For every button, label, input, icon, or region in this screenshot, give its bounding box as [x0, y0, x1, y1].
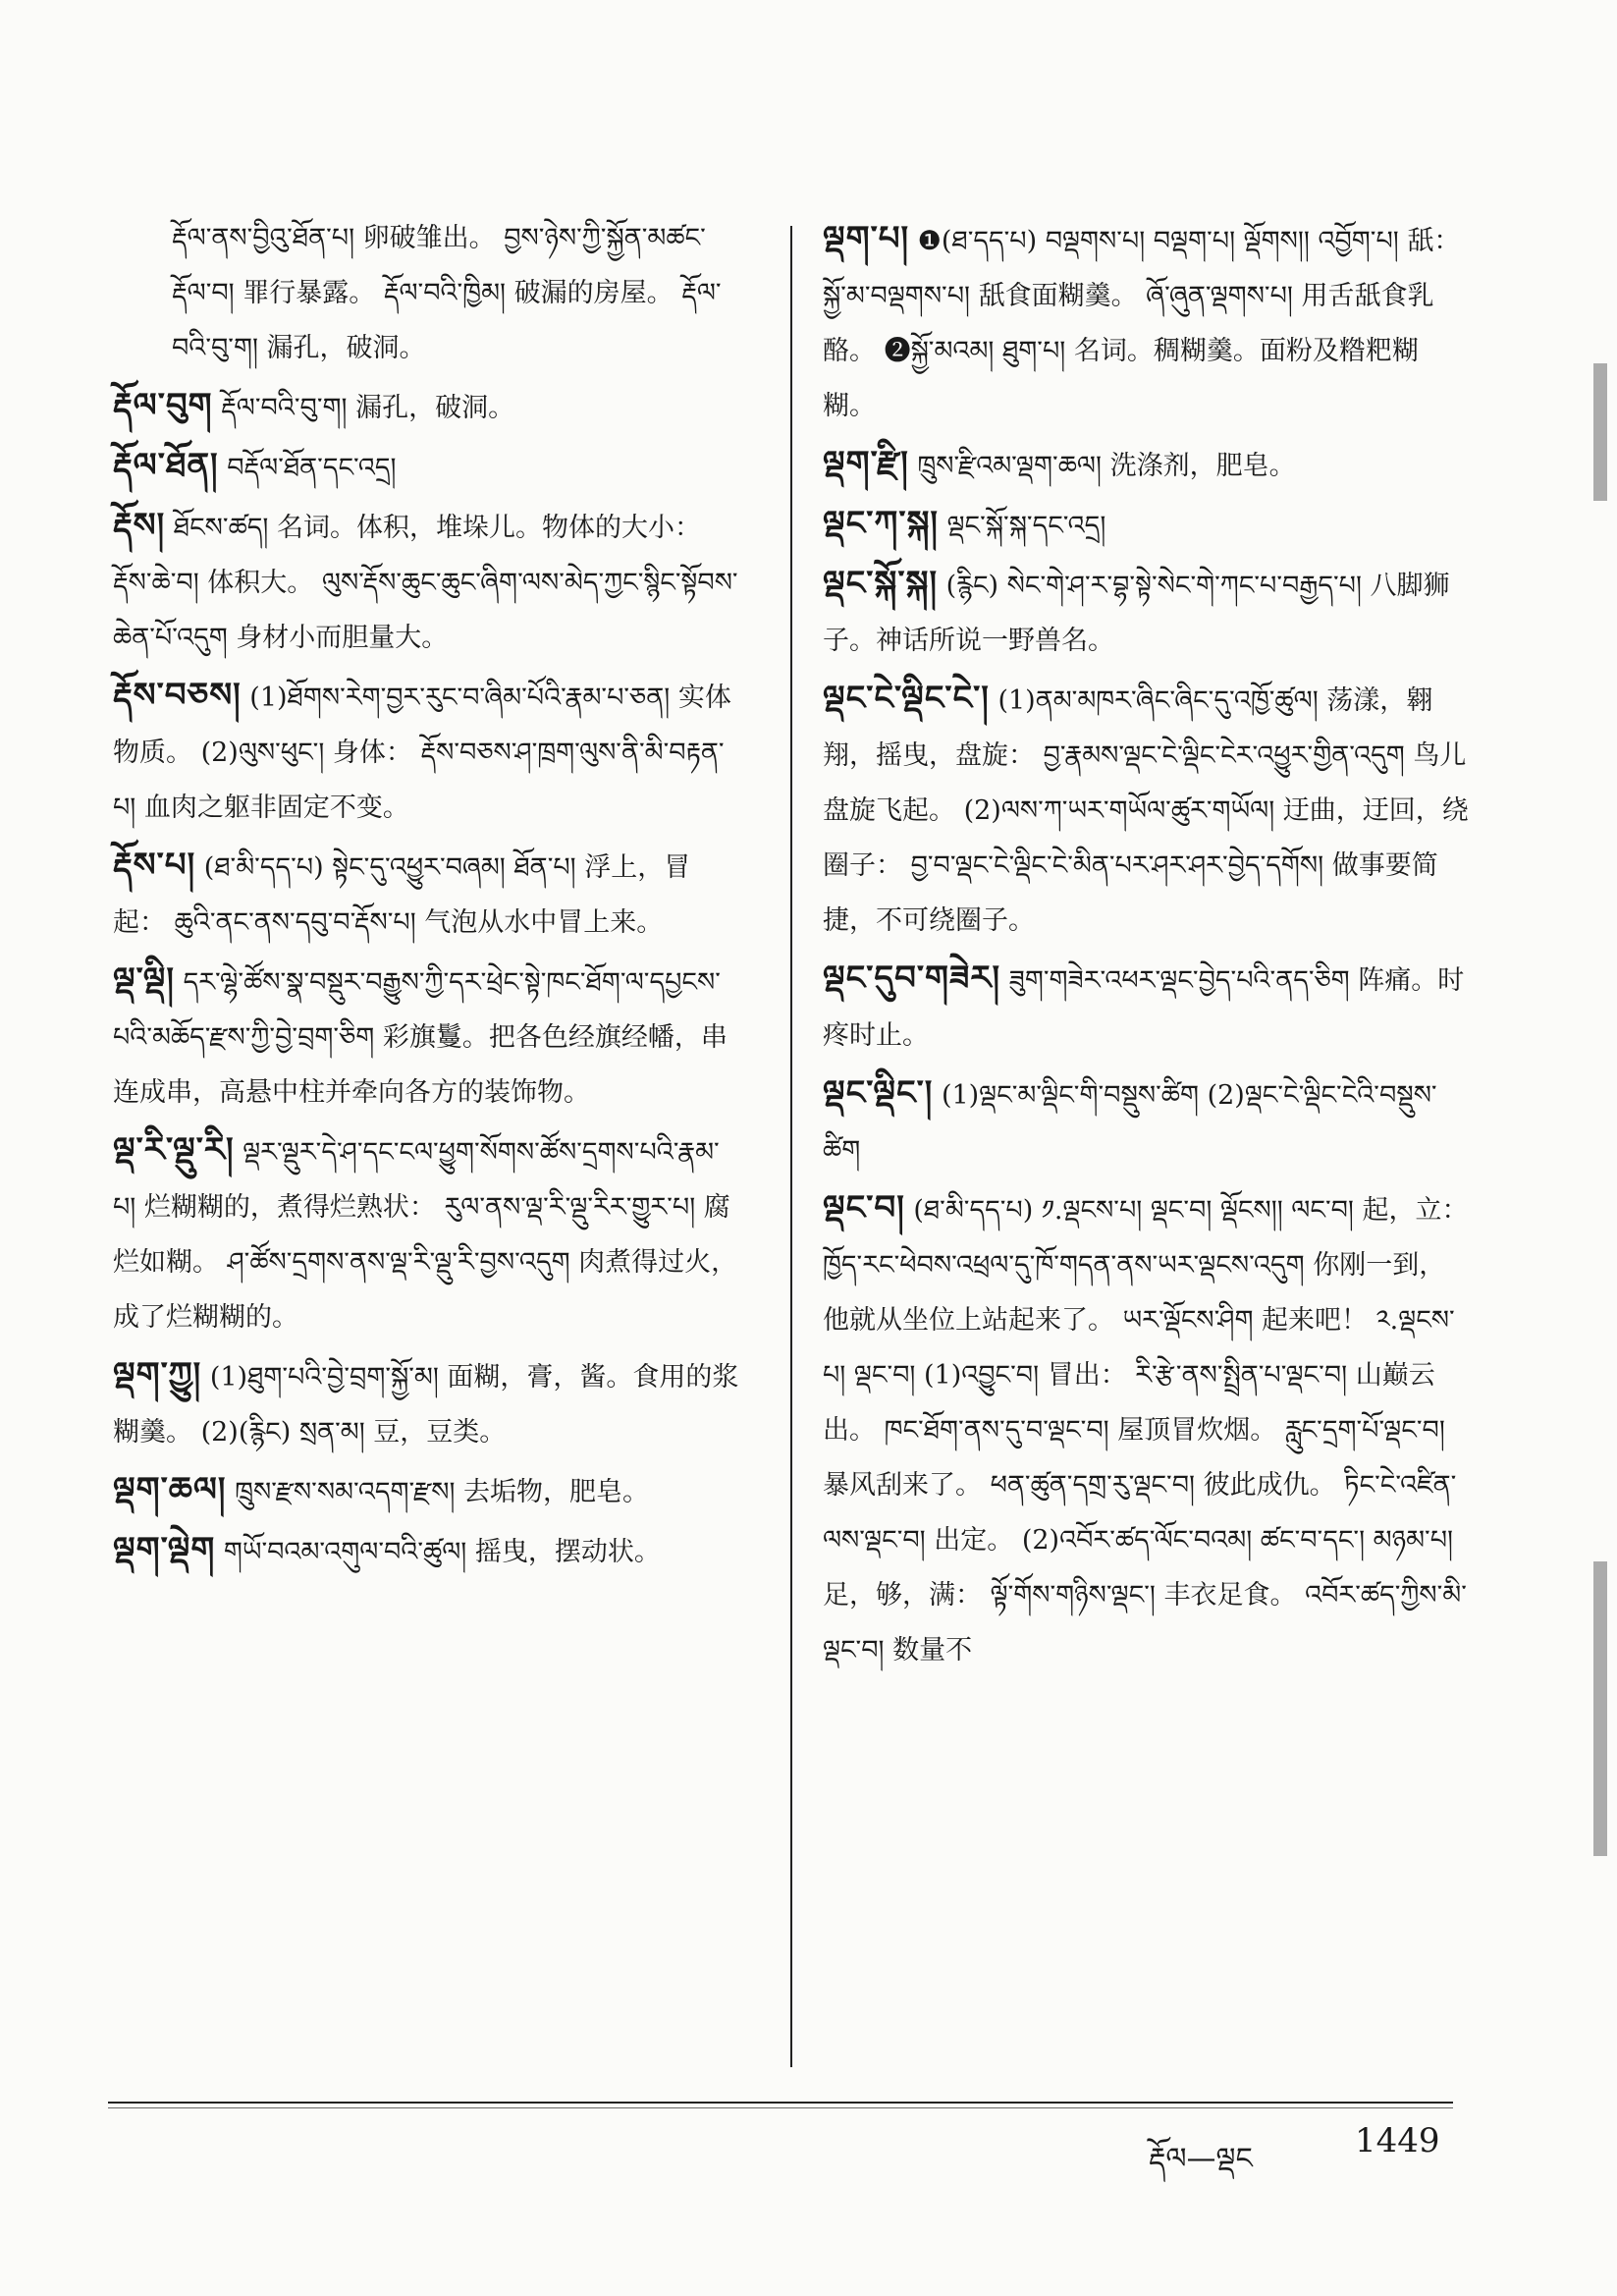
left-column	[113, 211, 741, 1582]
entry-headword: ལྡང་སྐོ་སྐ།	[823, 564, 938, 603]
footer-rule-thin	[108, 2107, 1453, 2108]
dictionary-entry	[113, 668, 741, 836]
entry-headword: ལྡག་ཆལ།	[113, 1470, 227, 1509]
entry-text: (ཐ་མི་དད་པ) སྟེང་དུ་འཕྱུར་བཞམ། ཐོན་པ། 浮上，冒起： ཆུའི་ནང་ནས་དབུ་བ་རྡོས་པ། 气泡从水中冒上来。	[113, 852, 691, 938]
footer-rule	[108, 2102, 1453, 2104]
entry-headword: ལྡག་ལྡེག	[113, 1530, 216, 1569]
entry-headword: རྡོས།	[113, 506, 166, 545]
entry-headword: ལྡག་པ།	[823, 219, 910, 258]
dictionary-entry	[823, 436, 1471, 494]
dictionary-entry	[823, 1066, 1471, 1178]
entry-text: (1)ནམ་མཁར་ཞིང་ཞིང་དུ་འཁྱོ་ཚུལ། 荡漾，翱翔，摇曳，盘旋： བྱ་རྣམས་ལྡང་ངེ་ལྡིང་ངེར་འཕྱུར་གྱིན་འདུག 鸟儿盘旋飞起。 (2)ལས་ཀ་ཡར་གཡོལ་ཚུར་གཡོལ། 迂曲，迂回，绕圈子： བྱ་བ་ལྡང་ངེ་ལྡིང་ངེ་མིན་པར་ཤར་ཤར་བྱེད་དགོས། 做事要简捷，不可绕圈子。	[823, 685, 1469, 936]
dictionary-entry	[113, 498, 741, 666]
dictionary-entry	[113, 1347, 741, 1460]
scan-edge-mark	[1593, 363, 1607, 501]
entry-headword: རྡོལ་བུག	[113, 386, 213, 425]
entry-text: ཁྲུས་རྫས་སམ་འདག་རྫས། 去垢物，肥皂。	[235, 1477, 650, 1507]
entry-text: བརྡོལ་ཐོན་དང་འདྲ།	[227, 453, 397, 483]
dictionary-entry	[113, 953, 741, 1121]
entry-headword: ལྡ་རི་ལྡུ་རི།	[113, 1130, 235, 1170]
entry-text: (1)ཐོགས་རེག་བྱར་རུང་བ་ཞིམ་པོའི་རྣམ་པ་ཅན། 实体物质。 (2)ལུས་ཕུང་། 身体： རྡོས་བཅས་ཤ་ཁྲག་ལུས་ནི་མི་བརྟན་པ། 血肉之躯非固定不变。	[113, 683, 731, 823]
entry-text: རྡོལ་ནས་བྱིའུ་ཐོན་པ། 卵破雏出。 བྱས་ཉེས་ཀྱི་སྐྱོན་མཚང་རྡོལ་བ། 罪行暴露。 རྡོལ་བའི་ཁྱིམ། 破漏的房屋。 རྡོལ་བའི་བུ་ག། 漏孔，破洞。	[172, 223, 722, 363]
entry-text: ཁྲུས་རྫིའམ་ལྡག་ཆལ། 洗涤剂，肥皂。	[917, 451, 1296, 481]
entry-headword: ལྡ་ལྡི།	[113, 960, 175, 1000]
entry-headword: ལྡང་ངེ་ལྡིང་ངེ་།	[823, 679, 990, 718]
dictionary-entry	[823, 556, 1471, 669]
entry-range: རྡོལ—ལྡང	[1149, 2142, 1253, 2176]
entry-headword: རྡོལ་ཐོན།	[113, 446, 219, 485]
dictionary-entry	[113, 211, 741, 376]
dictionary-entry	[113, 838, 741, 951]
entry-headword: ལྡང་དུབ་གཟེར།	[823, 958, 1001, 998]
entry-text: (རྙིང) སེང་གེ་ཤ་ར་བྷ་སྟེ་སེང་གེ་ཀང་པ་བརྒྱད་པ། 八脚狮子。神话所说一野兽名。	[823, 571, 1450, 656]
dictionary-entry	[823, 496, 1471, 554]
entry-headword: ལྡང་བ།	[823, 1188, 905, 1228]
dictionary-entry	[823, 1180, 1471, 1678]
dictionary-entry	[113, 1522, 741, 1580]
dictionary-entry	[823, 211, 1471, 434]
entry-text: རྡོལ་བའི་བུ་ག། 漏孔，破洞。	[221, 393, 515, 423]
right-column	[823, 211, 1471, 1680]
entry-text: ཐོངས་ཚད། 名词。体积，堆垛儿。物体的大小： རྡོས་ཆེ་བ། 体积大。 ལུས་རྡོས་ཆུང་ཆུང་ཞིག་ལས་མེད་ཀྱང་སྙིང་སྟོབས་ཆེན་པོ་འདུག 身材小而胆量大。	[113, 513, 738, 653]
entry-headword: རྡོས་བཅས།	[113, 676, 242, 715]
dictionary-entry	[113, 1122, 741, 1345]
entry-text: ལྡར་ལྡུར་དེ་ཤ་དང་ངལ་ཕྱུག་སོགས་ཚོས་དྲགས་པའི་རྣམ་པ། 烂糊糊的，煮得烂熟状： རུལ་ནས་ལྡ་རི་ལྡུ་རིར་གྱུར་པ། 腐烂如糊。 ཤ་ཚོས་དྲགས་ནས་ལྡ་རི་ལྡུ་རི་བྱས་འདུག 肉煮得过火，成了烂糊糊的。	[113, 1137, 738, 1333]
dictionary-entry	[113, 438, 741, 496]
scan-edge-mark	[1593, 1561, 1607, 1856]
dictionary-entry	[823, 671, 1471, 949]
entry-text: (ཐ་མི་དད་པ) ༡.ལྡངས་པ། ལྡང་བ། ལྡོངས།། ལང་བ། 起，立： ཁྱོད་རང་ཕེབས་འཕྲལ་དུ་ཁོ་གདན་ནས་ཡར་ལྡངས་འདུག 你刚一到，他就从坐位上站起来了。 ཡར་ལྡོངས་ཤིག 起来吧！ ༢.ལྡངས་པ། ལྡང་བ། (1)འབྱུང་བ། 冒出： རི་རྩེ་ནས་སྤྲིན་པ་ལྡང་བ། 山巅云出。 ཁང་ཐོག་ནས་དུ་བ་ལྡང་བ། 屋顶冒炊烟。 རླུང་དྲག་པོ་ལྡང་བ། 暴风刮来了。 ཕན་ཚུན་དགྲ་རུ་ལྡང་བ། 彼此成仇。 ཏིང་ངེ་འཛིན་ལས་ལྡང་བ། 出定。 (2)འབོར་ཚད་ལོང་བའམ། ཚང་བ་དང་། མཉམ་པ། 足，够，满： ལྟོ་གོས་གཉིས་ལྡང་། 丰衣足食。 འབོར་ཚད་ཀྱིས་མི་ལྡང་བ། 数量不	[823, 1195, 1469, 1666]
entry-text: གཡོ་བའམ་འགུལ་བའི་ཚུལ། 摇曳，摆动状。	[223, 1537, 661, 1567]
entry-headword: རྡོས་པ།	[113, 846, 196, 885]
entry-text: (1)ཐུག་པའི་བྱེ་བྲག་སྐྱོ་མ། 面糊，膏，酱。食用的浆糊羹。 (2)(རྙིང) སྲན་མ། 豆，豆类。	[113, 1362, 739, 1448]
dictionary-entry	[113, 378, 741, 436]
column-divider	[790, 226, 792, 2067]
page-number: 1449	[1355, 2121, 1440, 2160]
entry-text: ཟུག་གཟེར་འཕར་ལྡང་བྱེད་པའི་ནད་ཅིག 阵痛。时疼时止。	[823, 965, 1465, 1051]
entry-text: (1)ལྡང་མ་ལྡིང་གི་བསྡུས་ཚིག (2)ལྡང་ངེ་ལྡིང་ངེའི་བསྡུས་ཚིག	[823, 1080, 1437, 1166]
entry-headword: ལྡག་རྫི།	[823, 444, 909, 483]
entry-headword: ལྡང་ལྡིང་།	[823, 1073, 934, 1113]
entry-text: ལྡང་སྐོ་སྐ་དང་འདྲ།	[946, 511, 1106, 541]
dictionary-entry	[823, 951, 1471, 1064]
entry-text: ❶(ཐ་དད་པ) བལྡགས་པ། བལྡག་པ། ལྡོགས།། འབྱོག་པ། 舐： སྐྱོ་མ་བལྡགས་པ། 舐食面糊羹。 ཞོ་ཞུན་ལྡགས་པ། 用舌舐食乳酪。 ❷སྐྱོ་མའམ། ཐུག་པ། 名词。稠糊羹。面粉及糌粑糊糊。	[823, 226, 1461, 421]
entry-text: དར་ལྷེ་ཚོས་སྣ་བསྡུར་བརྒྱུས་ཀྱི་དར་ཕྲེང་སྟེ་ཁང་ཐོག་ལ་དཔྱངས་པའི་མཆོད་རྫས་ཀྱི་བྱེ་བྲག་ཅིག 彩旗鬘。把各色经旗经幡，串连成串，高悬中柱并牵向各方的装饰物。	[113, 967, 728, 1108]
dictionary-entry	[113, 1462, 741, 1520]
entry-headword: ལྡག་ཀྱུ།	[113, 1355, 202, 1394]
entry-headword: ལྡང་ཀ་སྐ།	[823, 504, 939, 543]
